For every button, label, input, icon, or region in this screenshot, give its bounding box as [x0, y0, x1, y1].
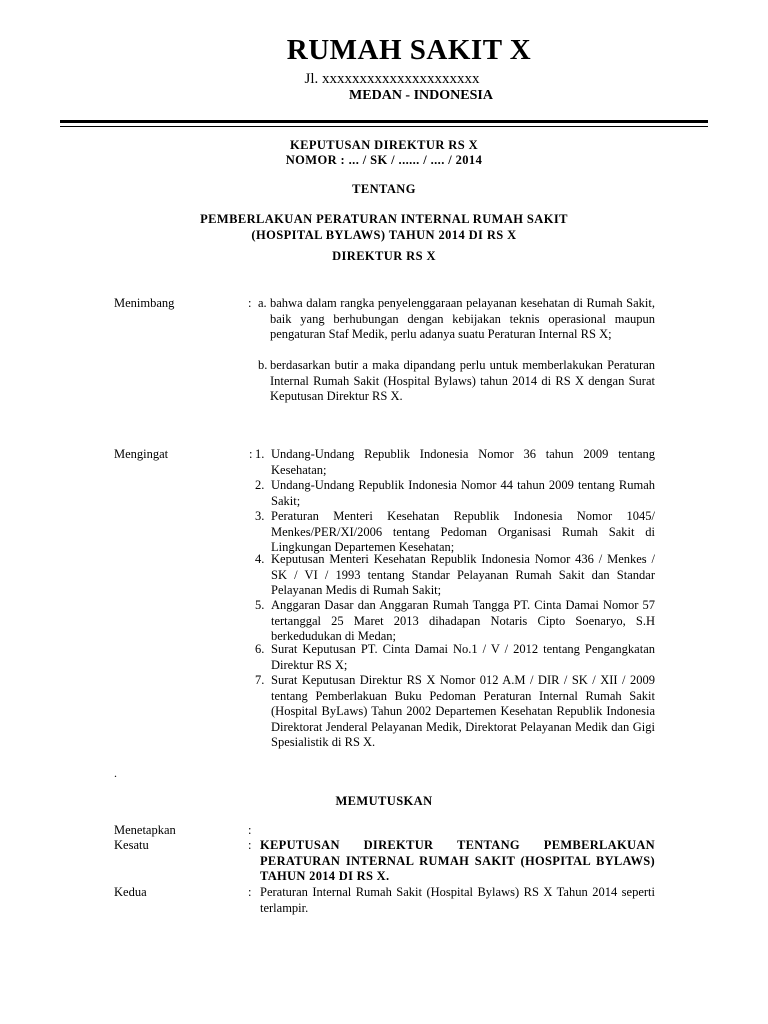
decide-heading: MEMUTUSKAN [335, 794, 433, 808]
remembering-item-6 [255, 642, 655, 673]
first-colon: : [248, 838, 252, 852]
remembering-item-1 [255, 447, 655, 478]
considering-colon: : [248, 296, 252, 310]
item-marker: a. [258, 296, 267, 310]
considering-item-a [258, 296, 655, 343]
item-marker: 7. [255, 673, 265, 687]
item-text: Surat Keputusan Direktur RS X Nomor 012 A.M / DIR / SK / XII / 2009 tentang Pemberlakuan Buku Pedoman Peraturan Internal Rumah Sakit (Hospital ByLaws) Tahun 2002 Departemen Kesehatan Republik Indonesia Direktorat Jenderal Pelayanan Medik, Direktorat Pelayanan Medik dan Gigi Spesialistik di RS X. [271, 673, 655, 749]
hospital-city: MEDAN - INDONESIA [349, 88, 493, 103]
item-text: berdasarkan butir a maka dipandang perlu untuk memberlakukan Peraturan Internal Rumah Sakit (Hospital Bylaws) tahun 2014 di RS X dengan Surat Keputusan Direktur RS X. [270, 358, 655, 403]
item-marker: 3. [255, 509, 265, 523]
item-text: Anggaran Dasar dan Anggaran Rumah Tangga PT. Cinta Damai Nomor 57 tertanggal 25 Maret 2013 dihadapan Notaris Cipto Soenaryo, S.H berkedudukan di Medan; [271, 598, 655, 643]
remembering-colon: : [249, 447, 253, 461]
decree-number: NOMOR : ... / SK / ...... / .... / 2014 [285, 153, 483, 167]
director-heading: DIREKTUR RS X [332, 249, 436, 263]
second-decision-text: Peraturan Internal Rumah Sakit (Hospital Bylaws) RS X Tahun 2014 seperti terlampir. [260, 885, 655, 915]
remembering-item-2 [255, 478, 655, 509]
item-text: Keputusan Menteri Kesehatan Republik Indonesia Nomor 436 / Menkes / SK / VI / 1993 tentang Standar Pelayanan Rumah Sakit dan Standar Pelayanan Medis di Rumah Sakit; [271, 552, 655, 597]
first-label: Kesatu [114, 838, 149, 852]
item-marker: b. [258, 358, 268, 372]
remembering-label: Mengingat [114, 447, 169, 461]
hospital-name: RUMAH SAKIT X [286, 34, 532, 66]
item-text: Undang-Undang Republik Indonesia Nomor 36 tahun 2009 tentang Kesehatan; [271, 447, 655, 477]
remembering-item-3 [255, 509, 655, 556]
remembering-item-7 [255, 673, 655, 751]
about-heading: TENTANG [352, 182, 416, 196]
letterhead-rule-thin [60, 126, 708, 127]
item-marker: 5. [255, 598, 265, 612]
item-marker: 1. [255, 447, 265, 461]
item-marker: 4. [255, 552, 265, 566]
item-text: Peraturan Menteri Kesehatan Republik Indonesia Nomor 1045/ Menkes/PER/XI/2006 tentang Pedoman Organisasi Rumah Sakit di Lingkungan Departemen Kesehatan; [271, 509, 655, 554]
second-colon: : [248, 885, 252, 899]
letterhead-rule-thick [60, 120, 708, 123]
hospital-address: Jl. xxxxxxxxxxxxxxxxxxxxx [304, 71, 480, 87]
item-text: Undang-Undang Republik Indonesia Nomor 44 tahun 2009 tentang Rumah Sakit; [271, 478, 655, 508]
item-text: bahwa dalam rangka penyelenggaraan pelayanan kesehatan di Rumah Sakit, baik yang berhubungan dengan kebijakan teknis operasional maupun pengaturan Staf Medik, perlu adanya suatu Peraturan Internal RS X; [270, 296, 655, 341]
item-marker: 6. [255, 642, 265, 656]
decree-subject-line-2: (HOSPITAL BYLAWS) TAHUN 2014 DI RS X [251, 228, 517, 242]
establish-label: Menetapkan [114, 823, 176, 837]
remembering-item-4 [255, 552, 655, 599]
remembering-item-5 [255, 598, 655, 645]
decree-title: KEPUTUSAN DIREKTUR RS X [289, 138, 479, 152]
second-label: Kedua [114, 885, 147, 899]
item-text: Surat Keputusan PT. Cinta Damai No.1 / V / 2012 tentang Pengangkatan Direktur RS X; [271, 642, 655, 672]
decree-subject-line-1: PEMBERLAKUAN PERATURAN INTERNAL RUMAH SAKIT [200, 212, 568, 226]
stray-dot: . [114, 766, 117, 780]
establish-colon: : [248, 823, 252, 837]
considering-item-b [258, 358, 655, 405]
item-marker: 2. [255, 478, 265, 492]
first-decision-text: KEPUTUSAN DIREKTUR TENTANG PEMBERLAKUAN PERATURAN INTERNAL RUMAH SAKIT (HOSPITAL BYLAWS) TAHUN 2014 DI RS X. [260, 838, 655, 883]
considering-label: Menimbang [114, 296, 175, 310]
